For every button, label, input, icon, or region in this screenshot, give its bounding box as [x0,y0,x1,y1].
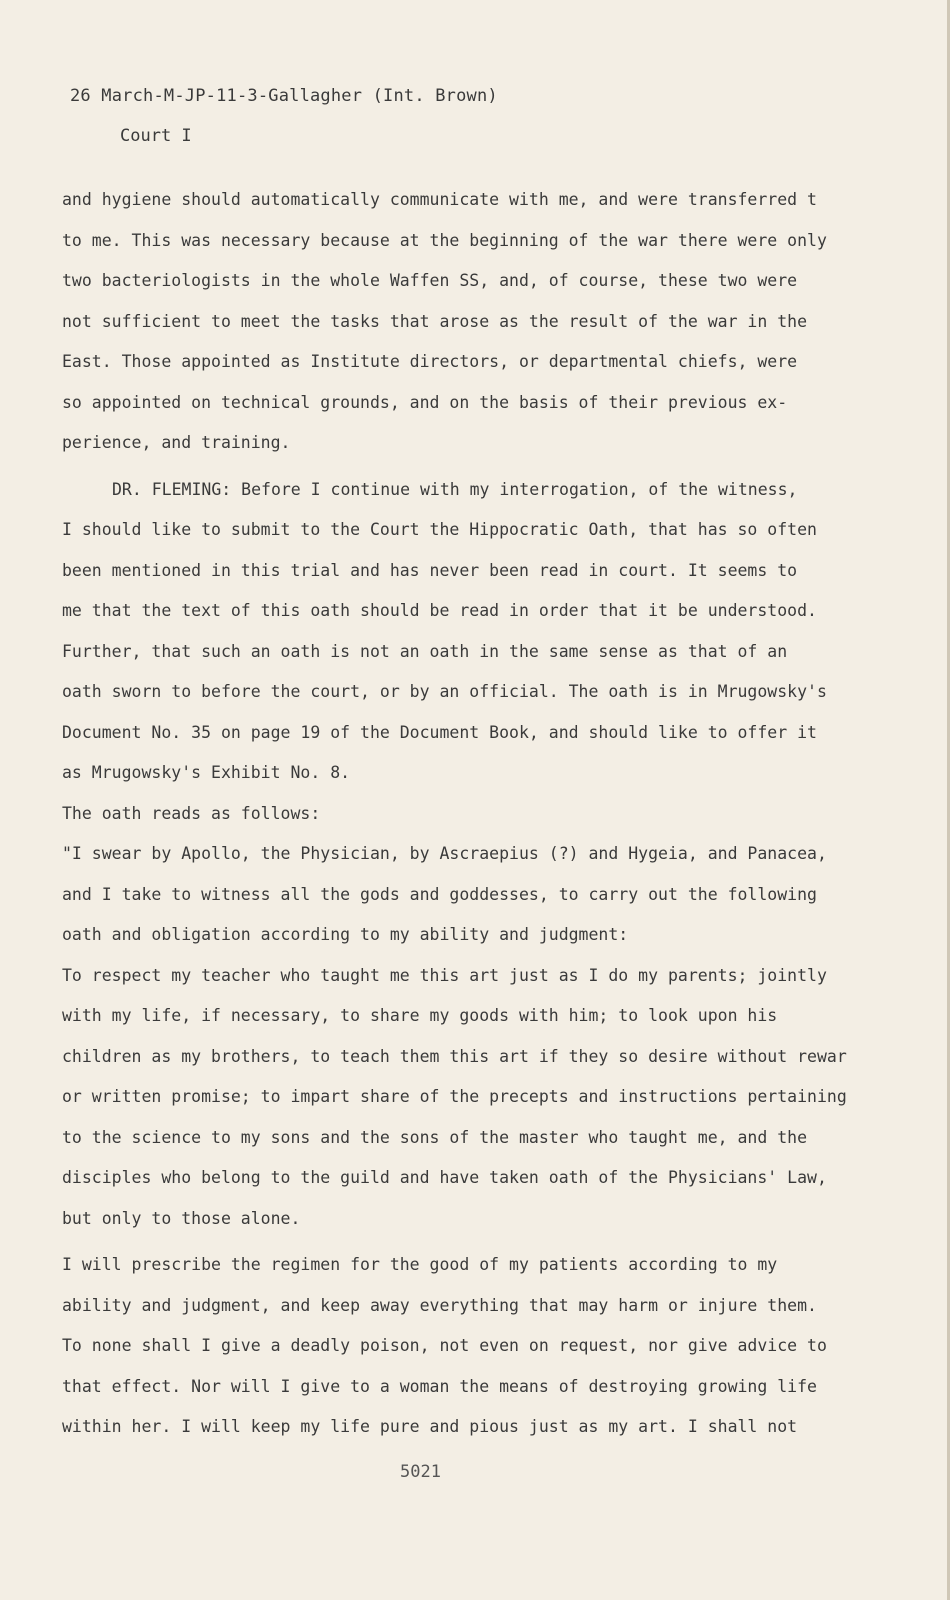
text-line: two bacteriologists in the whole Waffen SS, and, of course, these two were [62,271,798,290]
text-line: I will prescribe the regimen for the good of my patients according to my [62,1255,778,1274]
court-label: Court I [120,126,192,146]
text-line: and hygiene should automatically communicate with me, and were transferred t [62,190,817,209]
text-line: with my life, if necessary, to share my goods with him; to look upon his [62,1006,778,1025]
text-line: Document No. 35 on page 19 of the Document Book, and should like to offer it [62,722,817,742]
text-line: children as my brothers, to teach them this art if they so desire without rewar [62,1046,847,1066]
text-line: To none shall I give a deadly poison, not even on request, nor give advice to [62,1336,827,1355]
text-line: but only to those alone. [62,1208,301,1228]
text-line: me that the text of this oath should be read in order that it be understood. [62,601,817,620]
text-line: Further, that such an oath is not an oath in the same sense as that of an [62,641,788,661]
text-line: The oath reads as follows: [62,803,321,823]
text-line: not sufficient to meet the tasks that arose as the result of the war in the [62,311,808,331]
text-line: or written promise; to impart share of the precepts and instructions pertaining [62,1087,847,1106]
text-line: "I swear by Apollo, the Physician, by Ascraepius (?) and Hygeia, and Panacea, [62,844,827,863]
text-line: To respect my teacher who taught me this art just as I do my parents; jointly [62,965,827,985]
text-line: so appointed on technical grounds, and on the basis of their previous ex- [62,392,788,412]
text-line: within her. I will keep my life pure and pious just as my art. I shall not [62,1417,798,1436]
text-line: perience, and training. [62,433,291,452]
text-line: DR. FLEMING: Before I continue with my interrogation, of the witness, [112,479,798,499]
text-line: to the science to my sons and the sons of the master who taught me, and the [62,1127,808,1147]
text-line: oath sworn to before the court, or by an official. The oath is in Mrugowsky's [62,682,827,701]
text-line: ability and judgment, and keep away everything that may harm or injure them. [62,1295,817,1315]
text-line: East. Those appointed as Institute directors, or departmental chiefs, were [62,352,798,371]
document-reference: 26 March-M-JP-11-3-Gallagher (Int. Brown) [70,86,498,106]
text-line: disciples who belong to the guild and have taken oath of the Physicians' Law, [62,1168,827,1187]
text-line: been mentioned in this trial and has never been read in court. It seems to [62,560,798,580]
page-number: 5021 [400,1462,441,1482]
text-line: that effect. Nor will I give to a woman the means of destroying growing life [62,1376,817,1396]
text-line: I should like to submit to the Court the Hippocratic Oath, that has so often [62,520,817,539]
text-line: as Mrugowsky's Exhibit No. 8. [62,763,351,782]
transcript-body [62,190,872,1455]
text-line: and I take to witness all the gods and goddesses, to carry out the following [62,884,817,904]
text-line: to me. This was necessary because at the beginning of the war there were only [62,230,827,250]
text-line: oath and obligation according to my ability and judgment: [62,925,629,944]
